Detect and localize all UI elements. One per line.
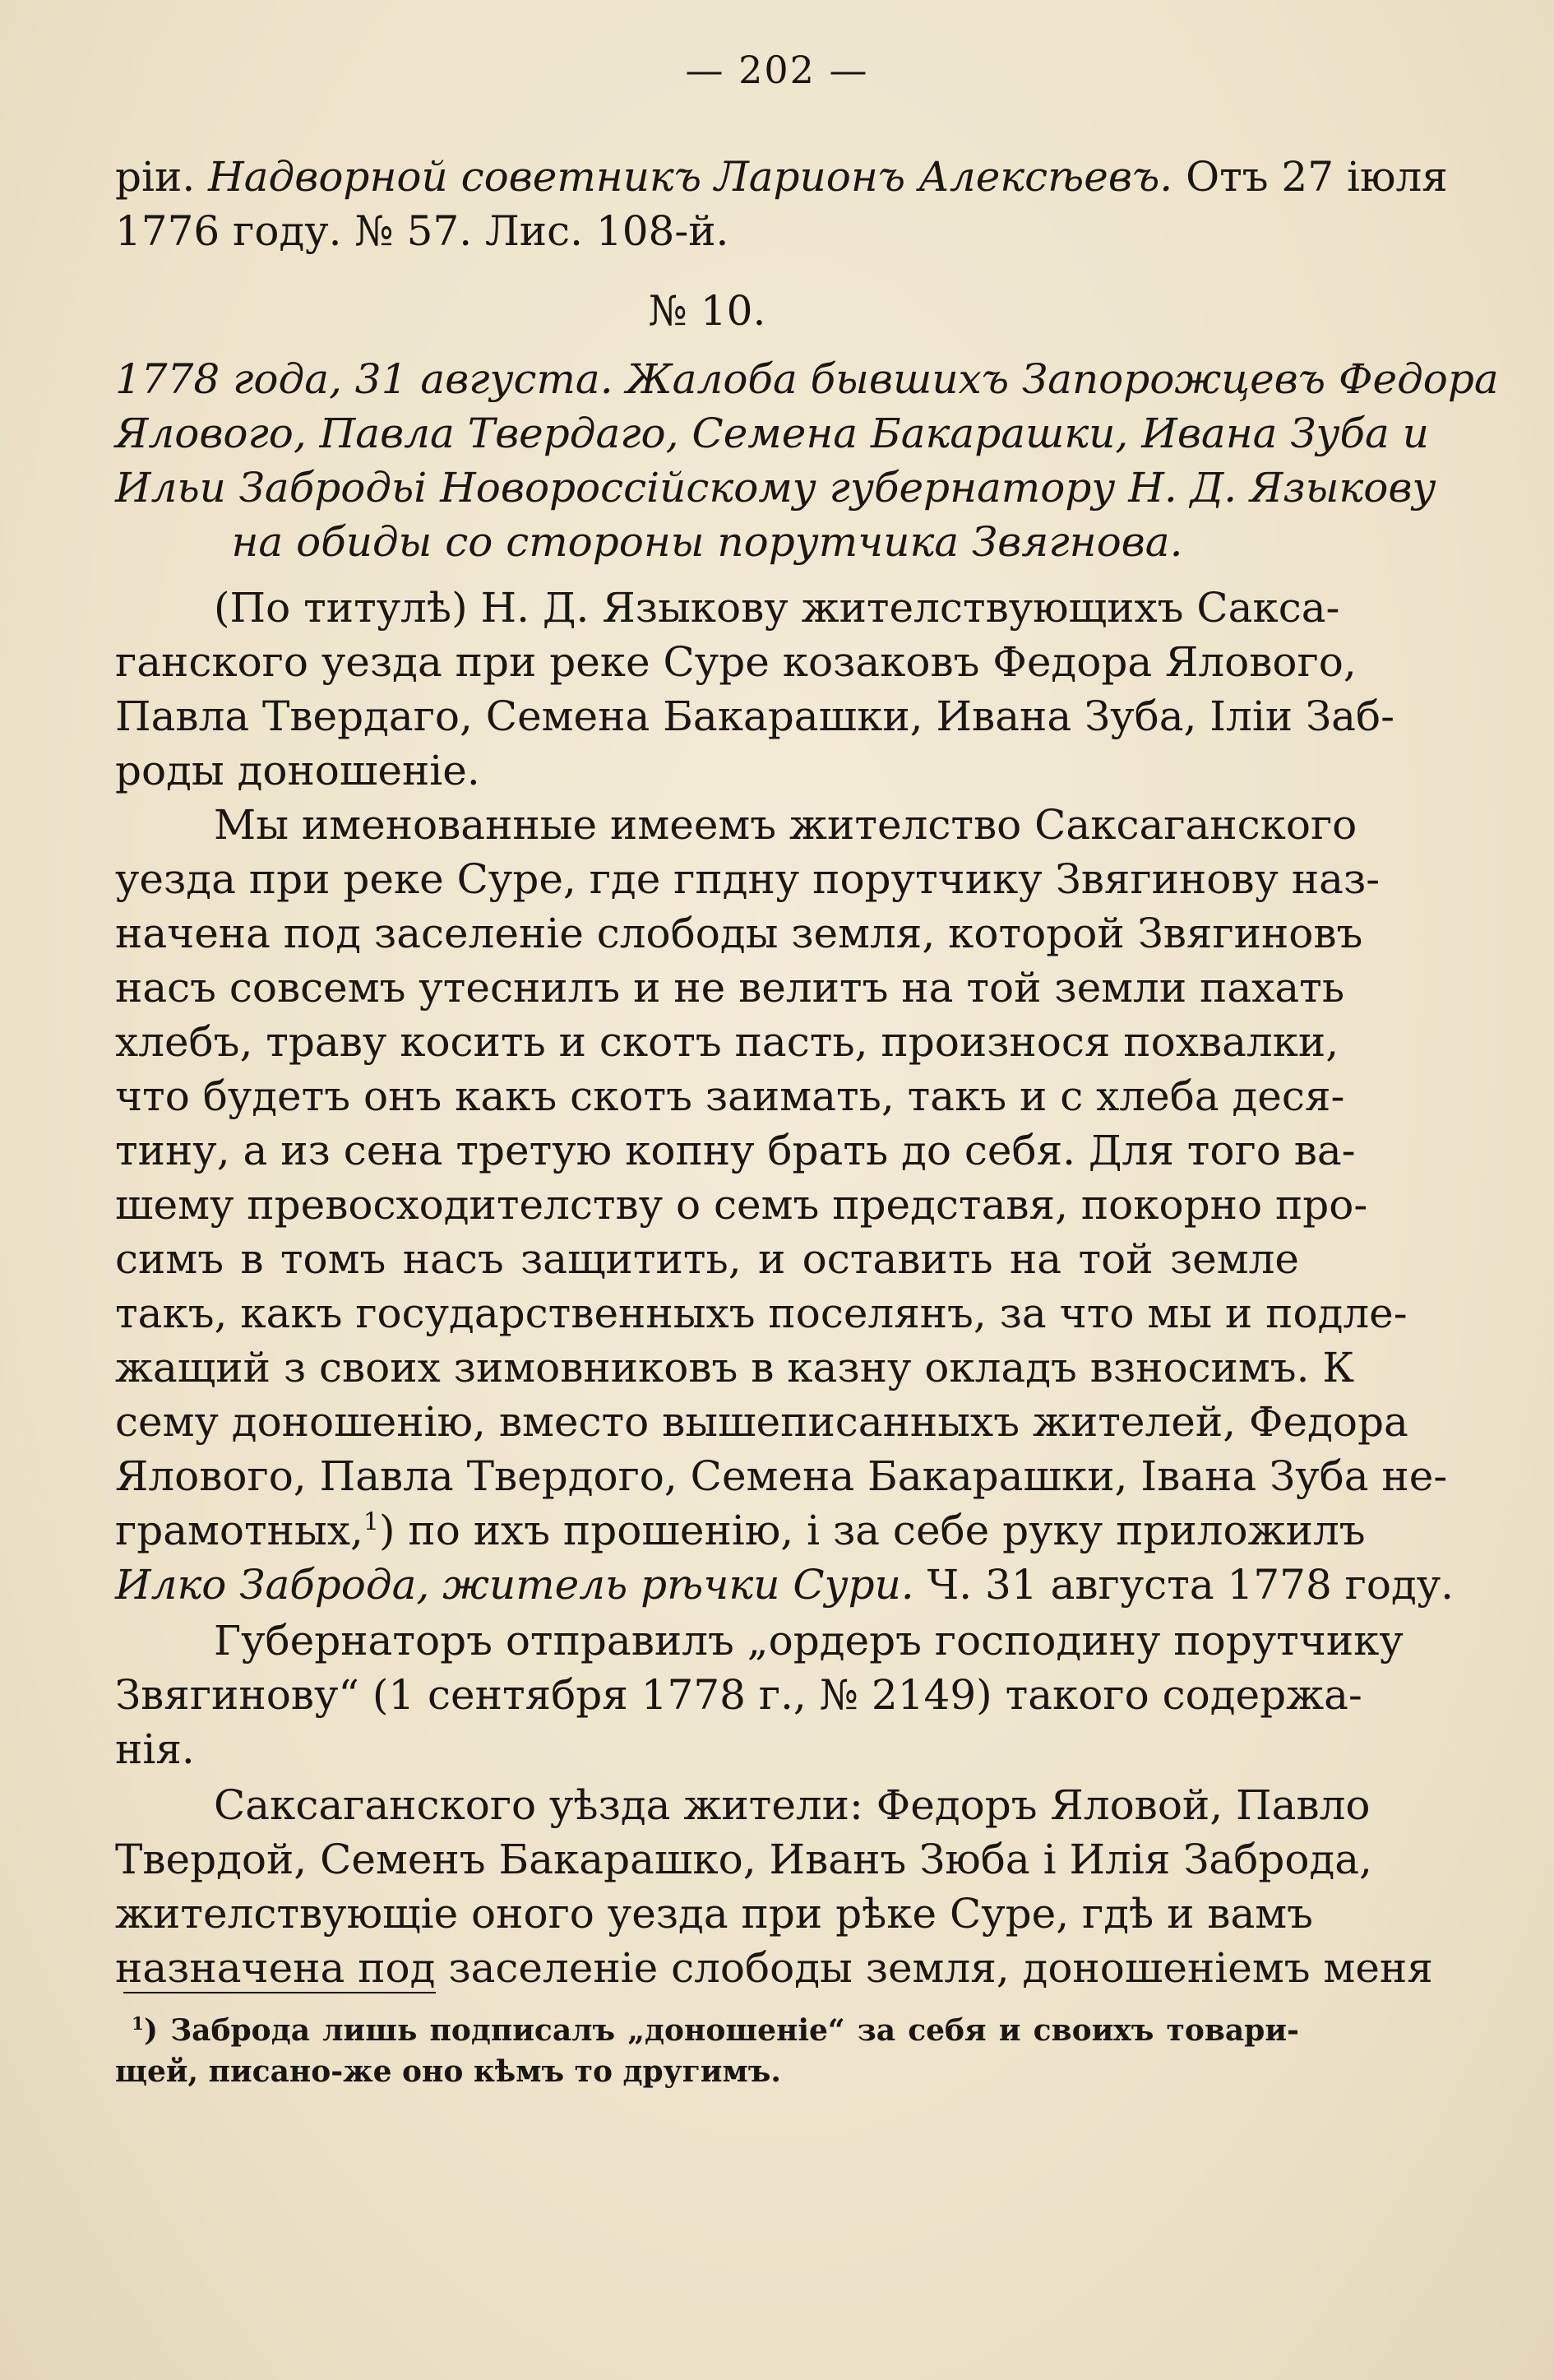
body-line: насъ совсемъ утеснилъ и не велитъ на той земли пахать (115, 964, 1345, 1012)
document-number-text: № 10. (648, 287, 766, 335)
body-line: Павла Твердаго, Семена Бакарашки, Ивана Зуба, Іліи Заб- (115, 692, 1394, 740)
body-line: роды доношеніе. (115, 747, 480, 794)
paragraph-governor-order (115, 1614, 1404, 1776)
body-line: Саксаганского уѣзда жители: Федоръ Яловой, Павло (214, 1781, 1371, 1829)
reference-date: Отъ 27 іюля (1186, 153, 1448, 201)
body-line: начена под заселеніе слободы земля, которой Звягиновъ (115, 910, 1363, 957)
body-line: что будетъ онъ какъ скотъ заимать, такъ и с хлеба деся- (115, 1072, 1345, 1120)
footnote-marker: 1 (132, 2014, 145, 2035)
body-line: Ялового, Павла Твердого, Семена Бакарашки, Івана Зуба не- (115, 1452, 1448, 1500)
archive-reference-line: 1776 году. № 57. Лис. 108-й. (115, 207, 729, 255)
footnote-marker: 1 (363, 1507, 379, 1537)
body-text: ) по ихъ прошенію, і за себе руку приложилъ (378, 1507, 1366, 1554)
body-line: шему превосходителству о семъ представя, покорно про- (115, 1181, 1368, 1229)
signatory: Илко Заброда, житель рѣчки Сури. (115, 1561, 914, 1609)
body-text: грамотных, (115, 1507, 363, 1554)
title-line: 1778 года, 31 августа. Жалоба бывшихъ Запорожцевъ Федора (115, 355, 1499, 403)
body-line: уезда при реке Суре, где гпдну порутчику Звягинову наз- (115, 855, 1381, 903)
archive-reference (115, 150, 1448, 258)
reference-author: Надворной советникъ Ларионъ Алексѣевъ. (208, 153, 1173, 201)
body-line (115, 1558, 1455, 1612)
paragraph-order-text (115, 1778, 1433, 1995)
body-line: Мы именованные имеемъ жителство Саксаганского (214, 801, 1357, 849)
footnote (115, 2010, 1299, 2092)
body-line: сему доношенію, вместо вышеписанныхъ жителей, Федора (115, 1398, 1408, 1446)
body-line: жителствующіе оного уезда при рѣке Суре, гдѣ и вамъ (115, 1890, 1313, 1938)
body-line (115, 1503, 1366, 1558)
document-number (115, 284, 1299, 338)
body-line: Губернаторъ отправилъ „ордеръ господину порутчику (214, 1617, 1404, 1665)
body-line: такъ, какъ государственныхъ поселянъ, за что мы и подле- (115, 1290, 1408, 1337)
body-line: назначена под заселеніе слободы земля, доношеніемъ меня (115, 1944, 1433, 1992)
paragraph-complaint (115, 798, 1455, 1612)
title-line: на обиды со стороны порутчика Звягнова. (231, 518, 1183, 566)
archive-reference-line (115, 150, 1448, 204)
body-line: ганского уезда при реке Суре козаковъ Федора Ялового, (115, 638, 1357, 686)
body-line: Твердой, Семенъ Бакарашко, Иванъ Зюба і Илія Заброда, (115, 1836, 1372, 1883)
page-number: — 202 — (685, 48, 869, 92)
body-line: (По титулѣ) Н. Д. Языкову жителствующихъ Сакса- (214, 584, 1340, 632)
footnote-line: щей, писано-же оно кѣмъ то другимъ. (115, 2054, 781, 2089)
document-title (115, 352, 1499, 569)
body-line: тину, а из сена третую копну брать до себя. Для того ва- (115, 1127, 1356, 1174)
document-date: Ч. 31 августа 1778 году. (927, 1561, 1455, 1609)
body-line: Звягинову“ (1 сентября 1778 г., № 2149) такого содержа- (115, 1671, 1362, 1719)
footnote-line (115, 2010, 1299, 2051)
paragraph-address (115, 581, 1394, 798)
reference-text: ріи. (115, 153, 196, 201)
body-line: симъ в томъ насъ защитить, и оставить на той земле (115, 1235, 1299, 1283)
title-line: Ильи Забродьi Новороссійскому губернатору Н. Д. Языкову (115, 464, 1436, 512)
body-line: хлебъ, траву косить и скотъ пасть, произнося похвалки, (115, 1018, 1339, 1066)
body-line: нія. (115, 1725, 195, 1773)
footnote-text: ) Заброда лишь подписалъ „доношеніе“ за себя и своихъ товари- (144, 2013, 1299, 2048)
title-line: Ялового, Павла Твердаго, Семена Бакарашки, Ивана Зуба и (115, 410, 1429, 457)
body-line: жащий з своих зимовниковъ в казну окладъ взносимъ. К (115, 1344, 1355, 1391)
footnote-divider (123, 1992, 436, 1993)
